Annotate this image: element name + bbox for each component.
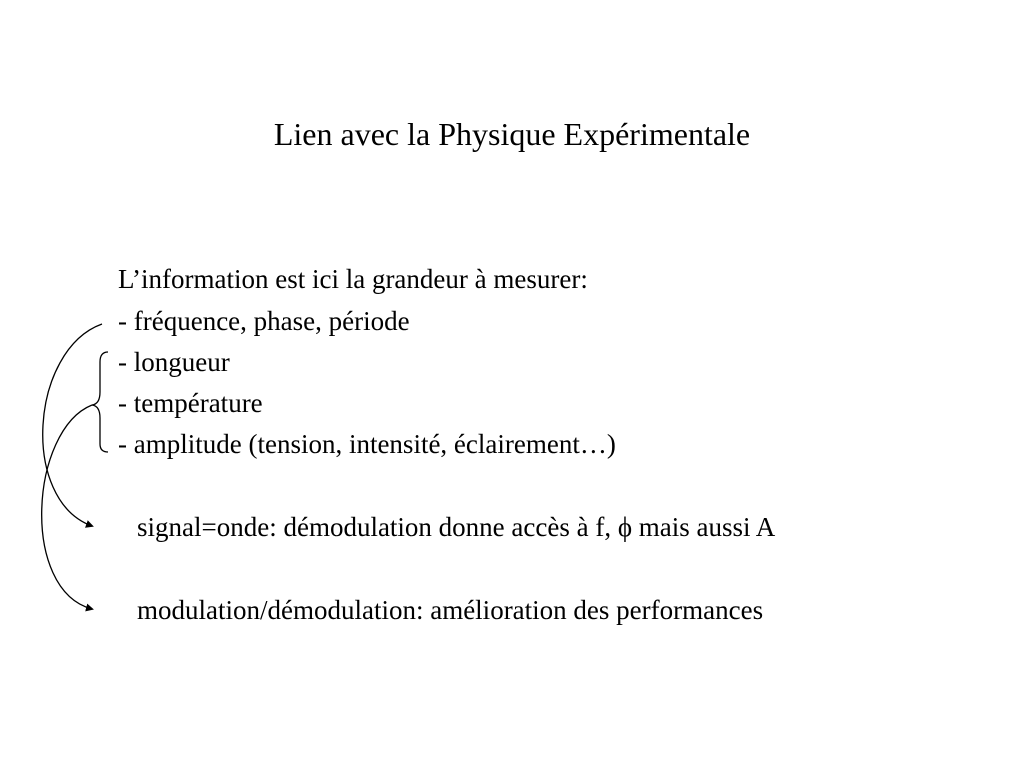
intro-text: L’information est ici la grandeur à mesurer: [118, 264, 588, 294]
list-item-frequency: - fréquence, phase, période [118, 306, 410, 336]
list-item-amplitude: - amplitude (tension, intensité, éclairement…) [118, 429, 616, 459]
slide-title: Lien avec la Physique Expérimentale [273, 116, 751, 152]
arrow-brace-to-modulation [42, 405, 92, 609]
list-item-length: - longueur [118, 347, 230, 377]
curly-brace [92, 352, 108, 452]
result-modulation: modulation/démodulation: amélioration des performances [137, 595, 764, 625]
arrow-frequency-to-signal [43, 324, 102, 526]
result-signal-wave: signal=onde: démodulation donne accès à f, ϕ mais aussi A [137, 512, 776, 542]
list-item-temperature: - température [118, 388, 263, 418]
